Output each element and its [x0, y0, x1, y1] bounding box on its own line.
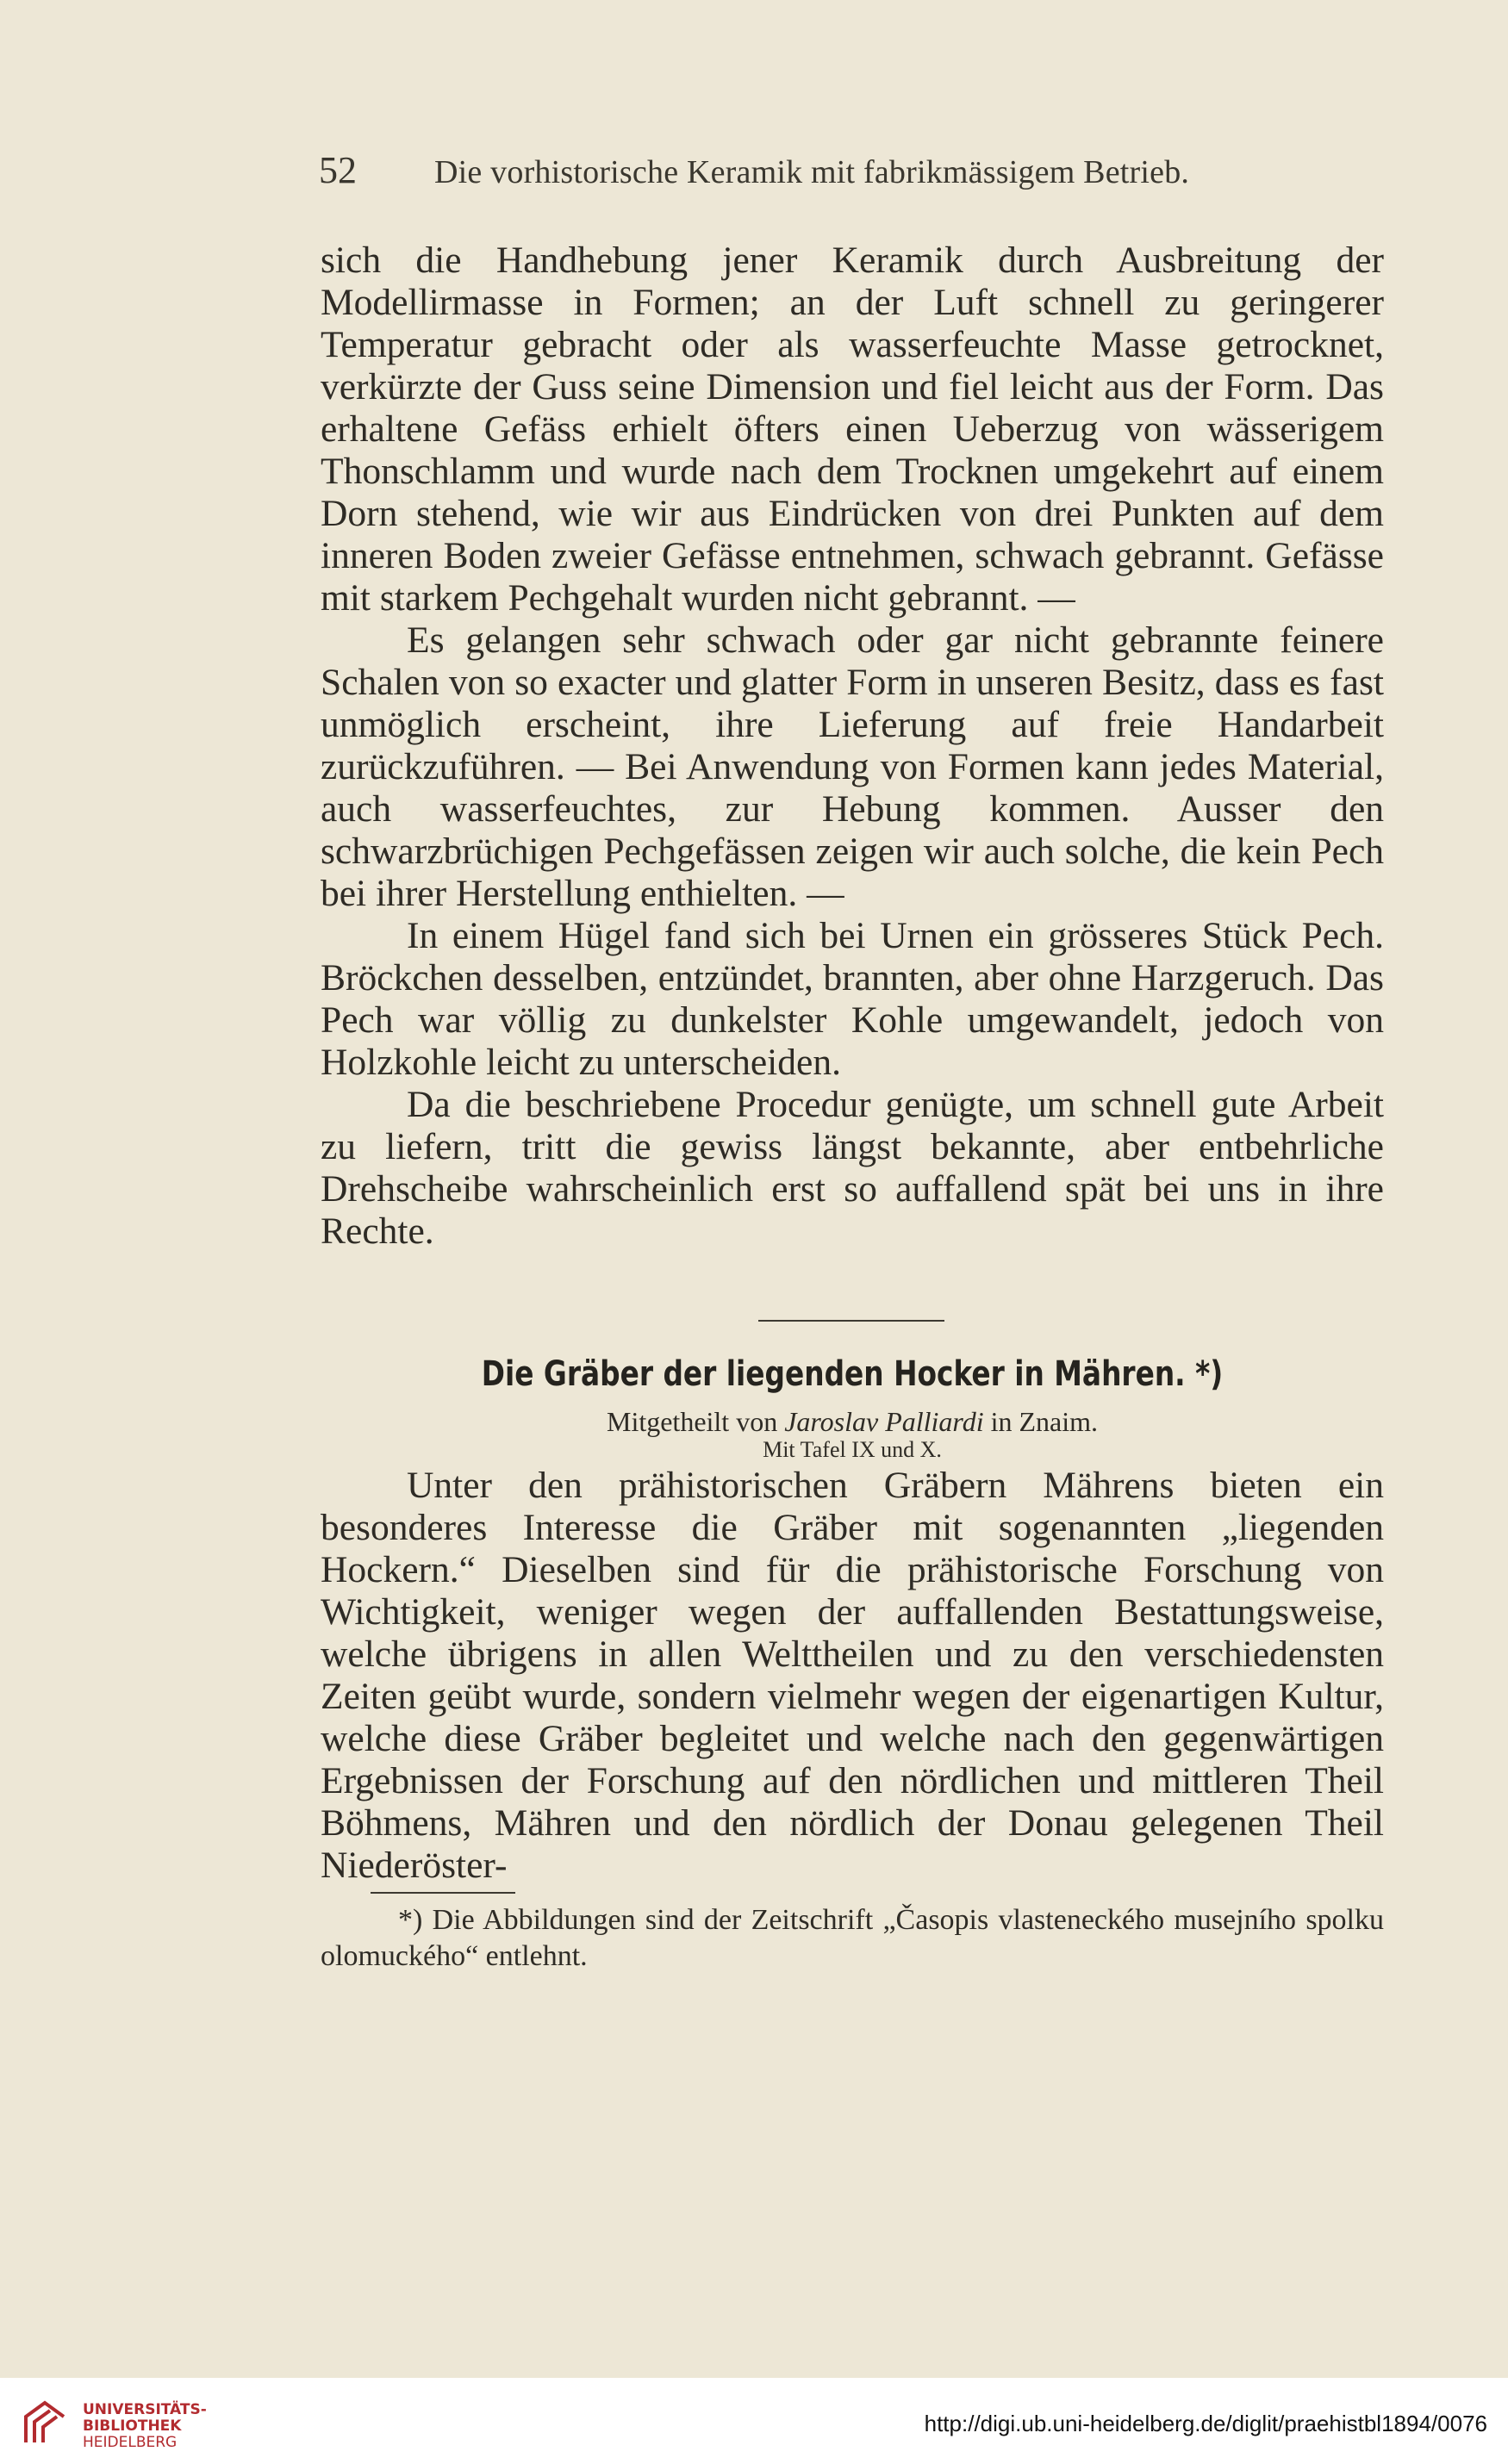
paragraph: In einem Hügel fand sich bei Urnen ein grösseres Stück Pech. Bröckchen desselben, entzündet, brannten, aber ohne Harzgeruch. Das Pech war völlig zu dunkelster Kohle umgewandelt, jedoch von Holzkohle leicht zu unterscheiden.: [321, 915, 1384, 1083]
library-name-line1: UNIVERSITÄTS-: [83, 2401, 207, 2418]
footnote-rule: [371, 1892, 515, 1894]
byline-suffix: in Znaim.: [990, 1406, 1098, 1437]
paragraph: Es gelangen sehr schwach oder gar nicht gebrannte feinere Schalen von so exacter und glatter Form in unseren Besitz, dass es fast unmöglich erscheint, ihre Lieferung auf freie Handarbeit zurückzuführen. — Bei Anwendung von Formen kann jedes Material, auch wasserfeuchtes, zur Hebung kommen. Ausser den schwarzbrüchigen Pechgefässen zeigen wir auch solche, die kein Pech bei ihrer Herstellung enthielten. —: [321, 619, 1384, 914]
paragraph: sich die Handhebung jener Keramik durch Ausbreitung der Modellirmasse in Formen; an der Luft schnell zu geringerer Temperatur gebracht oder als wasserfeuchte Masse getrocknet, verkürzte der Guss seine Dimension und fiel leicht aus der Form. Das erhaltene Gefäss erhielt öfters einen Ueberzug von wässerigem Thonschlamm und wurde nach dem Trocknen umgekehrt auf einem Dorn stehend, wie wir aus Eindrücken von drei Punkten auf dem inneren Boden zweier Gefässe entnehmen, schwach gebrannt. Gefässe mit starkem Pechgehalt wurden nicht gebrannt. —: [321, 240, 1384, 619]
section-heading: Die Gräber der liegenden Hocker in Mähren. *): [481, 1354, 1224, 1394]
byline-author: Jaroslav Palliardi: [784, 1406, 984, 1437]
byline: [321, 1406, 1384, 1438]
library-logo-icon: [19, 2398, 71, 2449]
paragraph: Unter den prähistorischen Gräbern Mährens bieten ein besonderes Interesse die Gräber mit sogenannten „liegenden Hockern.“ Dieselben sind für die prähistorische Forschung von Wichtigkeit, weniger wegen der auffallenden Bestattungsweise, welche übrigens in allen Welttheilen und zu den verschiedensten Zeiten geübt wurde, sondern vielmehr wegen der eigenartigen Kultur, welche diese Gräber begleitet und welche nach den gegenwärtigen Ergebnissen der Forschung auf den nördlichen und mittleren Theil Böhmens, Mähren und den nördlich der Donau gelegenen Theil Niederöster-: [321, 1465, 1384, 1886]
library-name-line3: HEIDELBERG: [83, 2434, 178, 2451]
section-divider: [758, 1320, 944, 1322]
library-name: [83, 2402, 207, 2451]
source-url-link[interactable]: http://digi.ub.uni-heidelberg.de/diglit/praehistbl1894/0076: [924, 2411, 1487, 2436]
body-text-lower: [321, 1465, 1384, 1887]
byline-prefix: Mitgetheilt von: [606, 1406, 778, 1437]
footnote: *) Die Abbildungen sind der Zeitschrift „Časopis vlasteneckého musejního spolku olomuckého“ entlehnt.: [321, 1904, 1384, 1972]
page-number: 52: [319, 149, 357, 191]
plates-note: Mit Tafel IX und X.: [763, 1437, 942, 1462]
body-text-upper: [321, 240, 1384, 1253]
paragraph: Da die beschriebene Procedur genügte, um schnell gute Arbeit zu liefern, tritt die gewiss längst bekannte, aber entbehrliche Drehscheibe wahrscheinlich erst so auffallend spät bei uns in ihre Rechte.: [321, 1084, 1384, 1252]
page-header: [319, 148, 1310, 192]
running-title: Die vorhistorische Keramik mit fabrikmässigem Betrieb.: [434, 154, 1190, 190]
library-name-line2: BIBLIOTHEK: [83, 2417, 182, 2435]
